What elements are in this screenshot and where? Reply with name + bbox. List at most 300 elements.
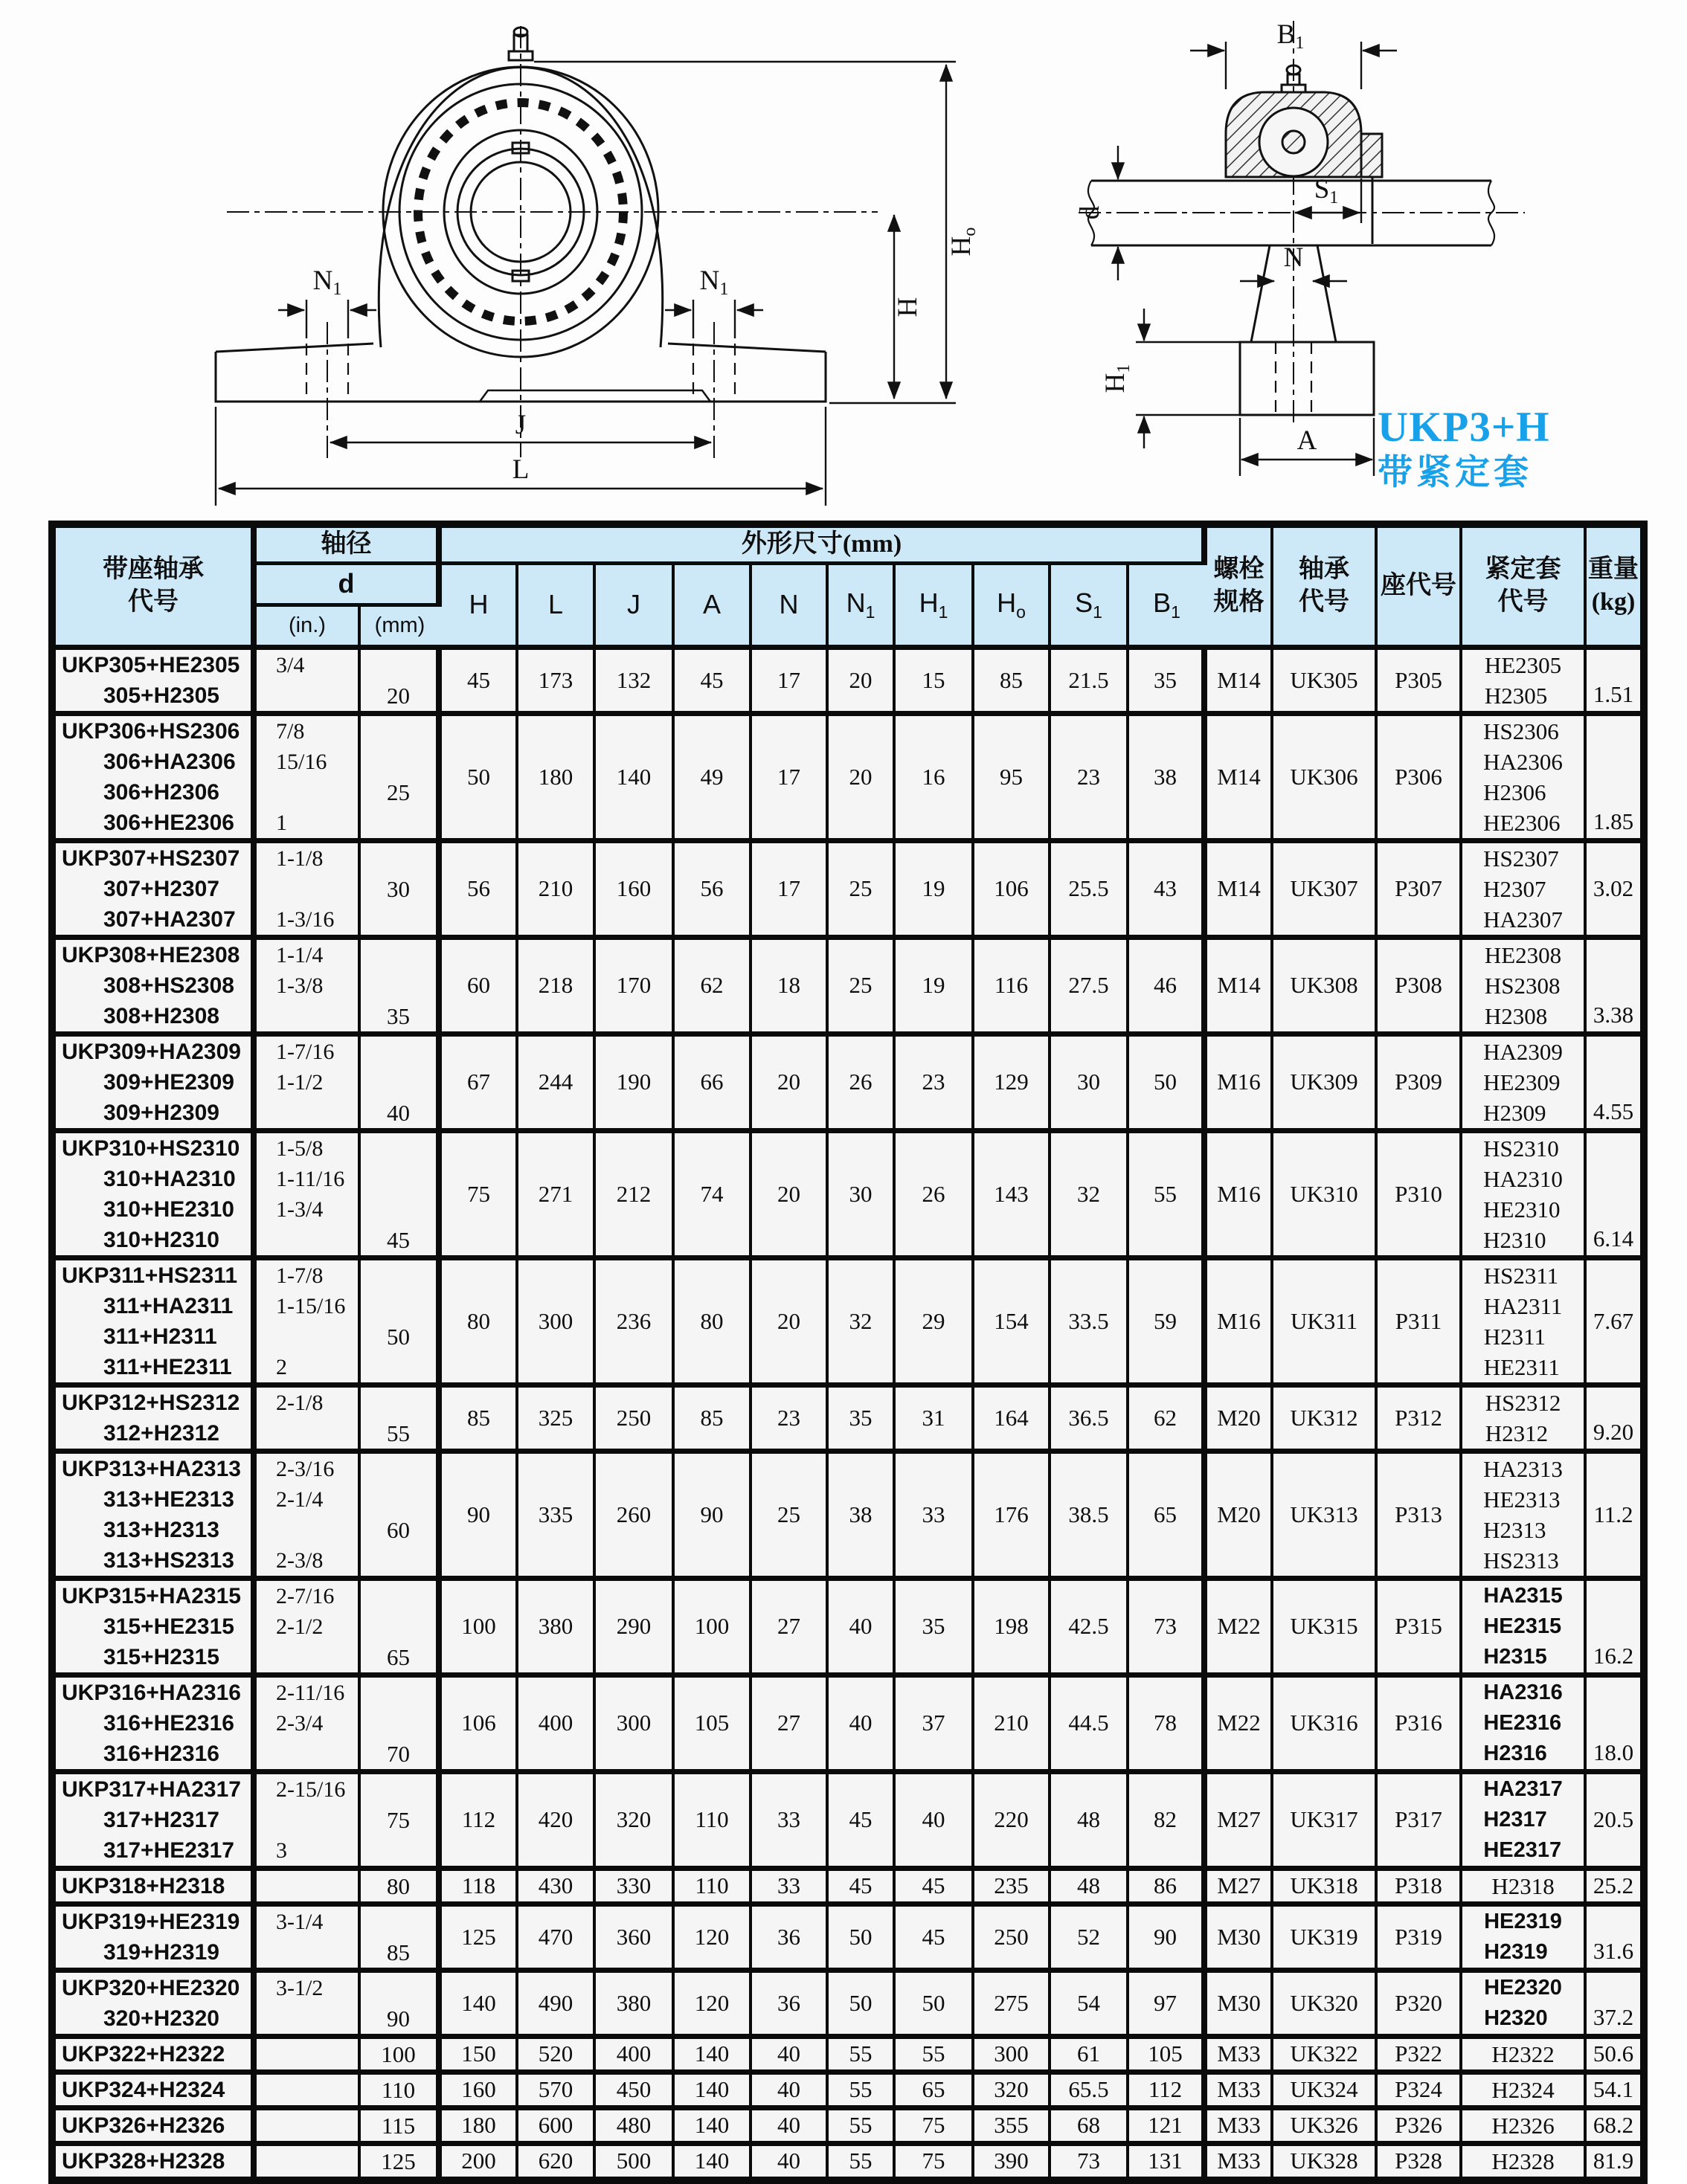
cell-shaft-dia-in: 1-1/4 1-3/8: [254, 937, 359, 1034]
dim-label-Ho: Ho: [946, 227, 980, 257]
cell-dim-L: 400: [517, 1675, 594, 1771]
cell-dim-J: 330: [594, 1868, 673, 1904]
cell-dim-H1: 65: [894, 2072, 973, 2107]
cell-bolt-size: M22: [1204, 1578, 1272, 1675]
cell-dim-B1: 112: [1128, 2072, 1204, 2107]
cell-dim-B1: 55: [1128, 1130, 1204, 1257]
cell-dim-J: 140: [594, 713, 673, 840]
cell-dim-Ho: 275: [973, 1970, 1050, 2036]
cell-bearing-code: UK326: [1272, 2107, 1376, 2143]
cell-dim-Ho: 355: [973, 2107, 1050, 2143]
cell-shaft-dia-mm: 80: [359, 1868, 439, 1904]
cell-dim-Ho: 106: [973, 840, 1050, 937]
col-header-dimensions-group: 外形尺寸(mm): [439, 524, 1204, 563]
cell-bearing-codes: UKP316+HA2316 316+HE2316 316+H2316: [52, 1675, 254, 1771]
cell-sleeve-codes: H2318: [1461, 1868, 1585, 1904]
cell-dim-N1: 50: [827, 1904, 894, 1970]
cell-dim-J: 260: [594, 1451, 673, 1578]
cell-dim-S1: 38.5: [1050, 1451, 1128, 1578]
cell-dim-H1: 37: [894, 1675, 973, 1771]
cell-dim-N1: 45: [827, 1771, 894, 1868]
cell-dim-N1: 25: [827, 840, 894, 937]
cell-bolt-size: M33: [1204, 2143, 1272, 2180]
cell-dim-L: 300: [517, 1257, 594, 1385]
cell-bearing-code: UK307: [1272, 840, 1376, 937]
cell-weight: 3.02: [1585, 840, 1644, 937]
cell-dim-S1: 44.5: [1050, 1675, 1128, 1771]
cell-bolt-size: M33: [1204, 2072, 1272, 2107]
cell-housing-code: P308: [1376, 937, 1461, 1034]
cell-dim-N1: 30: [827, 1130, 894, 1257]
cell-dim-H1: 29: [894, 1257, 973, 1385]
cell-dim-B1: 50: [1128, 1034, 1204, 1130]
cell-weight: 18.0: [1585, 1675, 1644, 1771]
cell-dim-N: 33: [751, 1771, 827, 1868]
cell-shaft-dia-in: 1-1/8 1-3/16: [254, 840, 359, 937]
cell-dim-J: 380: [594, 1970, 673, 2036]
cell-dim-N1: 25: [827, 937, 894, 1034]
side-view-drawing: [1045, 21, 1648, 515]
cell-dim-H: 85: [439, 1385, 517, 1451]
cell-weight: 1.51: [1585, 647, 1644, 713]
cell-dim-Ho: 95: [973, 713, 1050, 840]
cell-dim-H: 50: [439, 713, 517, 840]
cell-shaft-dia-in: [254, 2072, 359, 2107]
cell-bearing-code: UK316: [1272, 1675, 1376, 1771]
cell-dim-N1: 55: [827, 2107, 894, 2143]
table-row: [52, 1868, 1644, 1904]
cell-dim-B1: 73: [1128, 1578, 1204, 1675]
cell-dim-J: 290: [594, 1578, 673, 1675]
cell-shaft-dia-mm: 35: [359, 937, 439, 1034]
col-header-sleeve-code: 紧定套 代号: [1461, 524, 1585, 647]
cell-dim-H: 200: [439, 2143, 517, 2180]
cell-weight: 9.20: [1585, 1385, 1644, 1451]
cell-shaft-dia-in: 1-5/8 1-11/16 1-3/4: [254, 1130, 359, 1257]
cell-dim-N: 40: [751, 2107, 827, 2143]
cell-dim-N1: 55: [827, 2036, 894, 2072]
cell-shaft-dia-in: [254, 2036, 359, 2072]
cell-sleeve-codes: HA2315 HE2315 H2315: [1461, 1578, 1585, 1675]
cell-weight: 4.55: [1585, 1034, 1644, 1130]
cell-dim-N: 40: [751, 2143, 827, 2180]
cell-dim-H: 56: [439, 840, 517, 937]
cell-weight: 50.6: [1585, 2036, 1644, 2072]
cell-dim-N: 23: [751, 1385, 827, 1451]
cell-bearing-code: UK324: [1272, 2072, 1376, 2107]
cell-dim-Ho: 390: [973, 2143, 1050, 2180]
cell-sleeve-codes: HA2309 HE2309 H2309: [1461, 1034, 1585, 1130]
table-row: [52, 713, 1644, 840]
col-header-housing-code: 座代号: [1376, 524, 1461, 647]
cell-dim-A: 74: [673, 1130, 751, 1257]
cell-dim-A: 90: [673, 1451, 751, 1578]
cell-dim-H: 160: [439, 2072, 517, 2107]
cell-bearing-code: UK312: [1272, 1385, 1376, 1451]
table-row: [52, 1385, 1644, 1451]
cell-dim-N: 36: [751, 1904, 827, 1970]
cell-dim-B1: 35: [1128, 647, 1204, 713]
cell-dim-L: 470: [517, 1904, 594, 1970]
col-header-N: N: [751, 563, 827, 647]
cell-dim-N1: 20: [827, 647, 894, 713]
cell-dim-H: 140: [439, 1970, 517, 2036]
cell-sleeve-codes: HE2320 H2320: [1461, 1970, 1585, 2036]
cell-dim-Ho: 250: [973, 1904, 1050, 1970]
cell-dim-N1: 40: [827, 1578, 894, 1675]
cell-dim-L: 430: [517, 1868, 594, 1904]
cell-housing-code: P313: [1376, 1451, 1461, 1578]
cell-bearing-code: UK310: [1272, 1130, 1376, 1257]
cell-dim-L: 520: [517, 2036, 594, 2072]
cell-dim-J: 480: [594, 2107, 673, 2143]
cell-dim-N1: 32: [827, 1257, 894, 1385]
cell-weight: 16.2: [1585, 1578, 1644, 1675]
col-header-A: A: [673, 563, 751, 647]
cell-shaft-dia-in: [254, 2107, 359, 2143]
cell-weight: 20.5: [1585, 1771, 1644, 1868]
cell-bearing-codes: UKP317+HA2317 317+H2317 317+HE2317: [52, 1771, 254, 1868]
cell-dim-A: 110: [673, 1771, 751, 1868]
cell-weight: 25.2: [1585, 1868, 1644, 1904]
cell-dim-A: 62: [673, 937, 751, 1034]
cell-dim-N1: 55: [827, 2143, 894, 2180]
cell-dim-S1: 48: [1050, 1771, 1128, 1868]
cell-housing-code: P315: [1376, 1578, 1461, 1675]
cell-dim-Ho: 129: [973, 1034, 1050, 1130]
cell-dim-N: 18: [751, 937, 827, 1034]
dim-label-A: A: [1296, 425, 1317, 456]
cell-bolt-size: M27: [1204, 1771, 1272, 1868]
cell-weight: 31.6: [1585, 1904, 1644, 1970]
cell-dim-Ho: 154: [973, 1257, 1050, 1385]
cell-bolt-size: M16: [1204, 1130, 1272, 1257]
cell-dim-B1: 38: [1128, 713, 1204, 840]
cell-weight: 3.38: [1585, 937, 1644, 1034]
cell-sleeve-codes: HE2308 HS2308 H2308: [1461, 937, 1585, 1034]
cell-dim-A: 80: [673, 1257, 751, 1385]
cell-sleeve-codes: H2328: [1461, 2143, 1585, 2180]
cell-housing-code: P324: [1376, 2072, 1461, 2107]
cell-dim-Ho: 164: [973, 1385, 1050, 1451]
dim-label-N: N: [1283, 242, 1304, 273]
cell-dim-A: 45: [673, 647, 751, 713]
cell-housing-code: P312: [1376, 1385, 1461, 1451]
cell-dim-B1: 90: [1128, 1904, 1204, 1970]
cell-shaft-dia-mm: 125: [359, 2143, 439, 2180]
table-row: [52, 1904, 1644, 1970]
cell-bearing-codes: UKP310+HS2310 310+HA2310 310+HE2310 310+H2310: [52, 1130, 254, 1257]
cell-dim-H1: 19: [894, 840, 973, 937]
cell-shaft-dia-in: 2-7/16 2-1/2: [254, 1578, 359, 1675]
cell-dim-H: 100: [439, 1578, 517, 1675]
table-row: [52, 2107, 1644, 2143]
cell-dim-N1: 50: [827, 1970, 894, 2036]
cell-bearing-code: UK309: [1272, 1034, 1376, 1130]
cell-sleeve-codes: HE2319 H2319: [1461, 1904, 1585, 1970]
cell-sleeve-codes: HA2316 HE2316 H2316: [1461, 1675, 1585, 1771]
cell-dim-B1: 78: [1128, 1675, 1204, 1771]
col-header-shaft-diameter: 轴径: [254, 524, 439, 563]
table-row: [52, 840, 1644, 937]
cell-dim-N: 20: [751, 1034, 827, 1130]
cell-dim-A: 140: [673, 2143, 751, 2180]
cell-dim-H: 90: [439, 1451, 517, 1578]
cell-dim-J: 500: [594, 2143, 673, 2180]
dim-label-S1: S1: [1314, 174, 1339, 207]
dim-label-N1-left: N1: [312, 265, 342, 299]
cell-bearing-codes: UKP305+HE2305 305+H2305: [52, 647, 254, 713]
cell-dim-H: 45: [439, 647, 517, 713]
cell-dim-L: 244: [517, 1034, 594, 1130]
cell-bearing-codes: UKP311+HS2311 311+HA2311 311+H2311 311+HE2311: [52, 1257, 254, 1385]
cell-bolt-size: M14: [1204, 937, 1272, 1034]
cell-shaft-dia-in: 2-11/16 2-3/4: [254, 1675, 359, 1771]
cell-bolt-size: M20: [1204, 1451, 1272, 1578]
cell-dim-N: 25: [751, 1451, 827, 1578]
cell-dim-B1: 62: [1128, 1385, 1204, 1451]
cell-bearing-code: UK328: [1272, 2143, 1376, 2180]
cell-dim-S1: 27.5: [1050, 937, 1128, 1034]
cell-sleeve-codes: HA2317 H2317 HE2317: [1461, 1771, 1585, 1868]
cell-dim-H1: 31: [894, 1385, 973, 1451]
series-caption: [1378, 406, 1550, 491]
cell-shaft-dia-in: 2-3/16 2-1/4 2-3/8: [254, 1451, 359, 1578]
cell-housing-code: P319: [1376, 1904, 1461, 1970]
cell-dim-N1: 55: [827, 2072, 894, 2107]
cell-shaft-dia-in: 1-7/16 1-1/2: [254, 1034, 359, 1130]
cell-sleeve-codes: HA2313 HE2313 H2313 HS2313: [1461, 1451, 1585, 1578]
table-row: [52, 1451, 1644, 1578]
cell-dim-Ho: 220: [973, 1771, 1050, 1868]
cell-dim-H: 112: [439, 1771, 517, 1868]
cell-shaft-dia-in: 7/8 15/16 1: [254, 713, 359, 840]
cell-bolt-size: M33: [1204, 2107, 1272, 2143]
cell-housing-code: P311: [1376, 1257, 1461, 1385]
cell-shaft-dia-mm: 20: [359, 647, 439, 713]
table-row: [52, 1675, 1644, 1771]
cell-housing-code: P328: [1376, 2143, 1461, 2180]
cell-dim-H: 150: [439, 2036, 517, 2072]
cell-dim-A: 140: [673, 2036, 751, 2072]
cell-dim-S1: 42.5: [1050, 1578, 1128, 1675]
cell-dim-Ho: 198: [973, 1578, 1050, 1675]
cell-bolt-size: M14: [1204, 647, 1272, 713]
cell-dim-J: 160: [594, 840, 673, 937]
front-view-drawing: [104, 26, 982, 509]
cell-dim-L: 570: [517, 2072, 594, 2107]
cell-dim-S1: 61: [1050, 2036, 1128, 2072]
col-header-L: L: [517, 563, 594, 647]
cell-dim-A: 100: [673, 1578, 751, 1675]
cell-dim-N: 17: [751, 647, 827, 713]
table-row: [52, 1578, 1644, 1675]
cell-dim-H: 67: [439, 1034, 517, 1130]
cell-dim-L: 600: [517, 2107, 594, 2143]
cell-shaft-dia-in: 2-1/8: [254, 1385, 359, 1451]
cell-bearing-codes: UKP319+HE2319 319+H2319: [52, 1904, 254, 1970]
cell-bearing-code: UK315: [1272, 1578, 1376, 1675]
cell-bearing-codes: UKP306+HS2306 306+HA2306 306+H2306 306+HE2306: [52, 713, 254, 840]
cell-weight: 81.9: [1585, 2143, 1644, 2180]
cell-bolt-size: M30: [1204, 1904, 1272, 1970]
cell-dim-S1: 21.5: [1050, 647, 1128, 713]
cell-bolt-size: M14: [1204, 713, 1272, 840]
cell-shaft-dia-mm: 110: [359, 2072, 439, 2107]
cell-shaft-dia-mm: 25: [359, 713, 439, 840]
col-header-d: d: [254, 563, 439, 605]
table-row: [52, 1034, 1644, 1130]
cell-dim-L: 325: [517, 1385, 594, 1451]
cell-dim-H1: 55: [894, 2036, 973, 2072]
cell-dim-B1: 82: [1128, 1771, 1204, 1868]
cell-dim-S1: 73: [1050, 2143, 1128, 2180]
table-row: [52, 2143, 1644, 2180]
cell-dim-N1: 38: [827, 1451, 894, 1578]
cell-dim-H1: 15: [894, 647, 973, 713]
cell-weight: 68.2: [1585, 2107, 1644, 2143]
cell-shaft-dia-mm: 75: [359, 1771, 439, 1868]
cell-dim-S1: 52: [1050, 1904, 1128, 1970]
cell-bearing-codes: UKP308+HE2308 308+HS2308 308+H2308: [52, 937, 254, 1034]
cell-dim-H1: 23: [894, 1034, 973, 1130]
cell-dim-S1: 54: [1050, 1970, 1128, 2036]
cell-bearing-codes: UKP312+HS2312 312+H2312: [52, 1385, 254, 1451]
cell-dim-N: 27: [751, 1675, 827, 1771]
col-header-H1: $H_1$: [894, 563, 973, 647]
cell-bearing-codes: UKP309+HA2309 309+HE2309 309+H2309: [52, 1034, 254, 1130]
cell-dim-S1: 25.5: [1050, 840, 1128, 937]
cell-dim-A: 110: [673, 1868, 751, 1904]
locknut-outline: [1240, 342, 1374, 415]
table-row: [52, 1771, 1644, 1868]
cell-dim-L: 271: [517, 1130, 594, 1257]
cell-shaft-dia-mm: 115: [359, 2107, 439, 2143]
cell-dim-Ho: 143: [973, 1130, 1050, 1257]
cell-housing-code: P306: [1376, 713, 1461, 840]
cell-dim-H: 180: [439, 2107, 517, 2143]
cell-shaft-dia-mm: 55: [359, 1385, 439, 1451]
cell-dim-A: 140: [673, 2107, 751, 2143]
cell-dim-B1: 105: [1128, 2036, 1204, 2072]
cell-dim-B1: 121: [1128, 2107, 1204, 2143]
cell-dim-J: 400: [594, 2036, 673, 2072]
cell-dim-H1: 35: [894, 1578, 973, 1675]
cell-dim-L: 180: [517, 713, 594, 840]
cell-housing-code: P305: [1376, 647, 1461, 713]
cell-dim-L: 420: [517, 1771, 594, 1868]
dim-label-H1: H1: [1100, 364, 1134, 393]
cell-bearing-code: UK306: [1272, 713, 1376, 840]
cell-dim-H1: 75: [894, 2143, 973, 2180]
table-row: [52, 647, 1644, 713]
col-header-bolt-size: 螺栓 规格: [1204, 524, 1272, 647]
cell-bolt-size: M20: [1204, 1385, 1272, 1451]
cell-weight: 6.14: [1585, 1130, 1644, 1257]
cell-bearing-codes: UKP328+H2328: [52, 2143, 254, 2180]
cell-shaft-dia-mm: 40: [359, 1034, 439, 1130]
cell-bolt-size: M30: [1204, 1970, 1272, 2036]
cell-sleeve-codes: H2324: [1461, 2072, 1585, 2107]
dim-label-H: H: [893, 297, 923, 318]
col-header-Ho: $H_o$: [973, 563, 1050, 647]
cell-bearing-codes: UKP318+H2318: [52, 1868, 254, 1904]
cell-housing-code: P322: [1376, 2036, 1461, 2072]
col-header-S1: $S_1$: [1050, 563, 1128, 647]
cell-dim-J: 212: [594, 1130, 673, 1257]
cell-sleeve-codes: H2322: [1461, 2036, 1585, 2072]
cell-bearing-codes: UKP315+HA2315 315+HE2315 315+H2315: [52, 1578, 254, 1675]
cell-housing-code: P317: [1376, 1771, 1461, 1868]
centerlines: [1079, 21, 1525, 422]
cell-sleeve-codes: HS2306 HA2306 H2306 HE2306: [1461, 713, 1585, 840]
cell-dim-S1: 65.5: [1050, 2072, 1128, 2107]
dim-label-L: L: [512, 454, 530, 485]
cell-shaft-dia-mm: 30: [359, 840, 439, 937]
cell-sleeve-codes: HS2310 HA2310 HE2310 H2310: [1461, 1130, 1585, 1257]
cell-dim-A: 49: [673, 713, 751, 840]
cell-bearing-code: UK313: [1272, 1451, 1376, 1578]
table-row: [52, 2036, 1644, 2072]
cell-dim-B1: 59: [1128, 1257, 1204, 1385]
centerlines: [227, 26, 878, 463]
cell-housing-code: P307: [1376, 840, 1461, 937]
col-header-bearing-code: 轴承 代号: [1272, 524, 1376, 647]
cell-shaft-dia-mm: 90: [359, 1970, 439, 2036]
cell-bolt-size: M22: [1204, 1675, 1272, 1771]
cell-dim-H: 106: [439, 1675, 517, 1771]
cell-dim-B1: 65: [1128, 1451, 1204, 1578]
cell-dim-L: 210: [517, 840, 594, 937]
cell-weight: 1.85: [1585, 713, 1644, 840]
cell-dim-S1: 48: [1050, 1868, 1128, 1904]
cell-bearing-codes: UKP307+HS2307 307+H2307 307+HA2307: [52, 840, 254, 937]
housing-section-outline: [1088, 65, 1494, 415]
cell-weight: 11.2: [1585, 1451, 1644, 1578]
dim-label-d: d: [1075, 205, 1105, 220]
cell-shaft-dia-mm: 65: [359, 1578, 439, 1675]
col-header-H: H: [439, 563, 517, 647]
cell-shaft-dia-mm: 70: [359, 1675, 439, 1771]
cell-dim-N: 40: [751, 2036, 827, 2072]
cell-dim-Ho: 210: [973, 1675, 1050, 1771]
cell-dim-B1: 131: [1128, 2143, 1204, 2180]
cell-housing-code: P318: [1376, 1868, 1461, 1904]
cell-dim-L: 380: [517, 1578, 594, 1675]
cell-dim-H: 125: [439, 1904, 517, 1970]
spec-table: [48, 521, 1648, 2184]
cell-bearing-code: UK319: [1272, 1904, 1376, 1970]
cell-shaft-dia-mm: 100: [359, 2036, 439, 2072]
col-header-mm-unit: (mm): [359, 605, 439, 647]
cell-dim-H1: 45: [894, 1868, 973, 1904]
col-header-weight: 重量 (kg): [1585, 524, 1644, 647]
cell-dim-L: 490: [517, 1970, 594, 2036]
cell-dim-N1: 45: [827, 1868, 894, 1904]
cell-dim-B1: 97: [1128, 1970, 1204, 2036]
cell-dim-H: 118: [439, 1868, 517, 1904]
cell-dim-N: 20: [751, 1130, 827, 1257]
cell-dim-N1: 35: [827, 1385, 894, 1451]
cell-sleeve-codes: HS2311 HA2311 H2311 HE2311: [1461, 1257, 1585, 1385]
cell-dim-L: 335: [517, 1451, 594, 1578]
cell-dim-N: 17: [751, 713, 827, 840]
cell-dim-Ho: 85: [973, 647, 1050, 713]
cell-shaft-dia-mm: 85: [359, 1904, 439, 1970]
cell-weight: 54.1: [1585, 2072, 1644, 2107]
cell-shaft-dia-mm: 50: [359, 1257, 439, 1385]
cell-shaft-dia-in: 3-1/4: [254, 1904, 359, 1970]
